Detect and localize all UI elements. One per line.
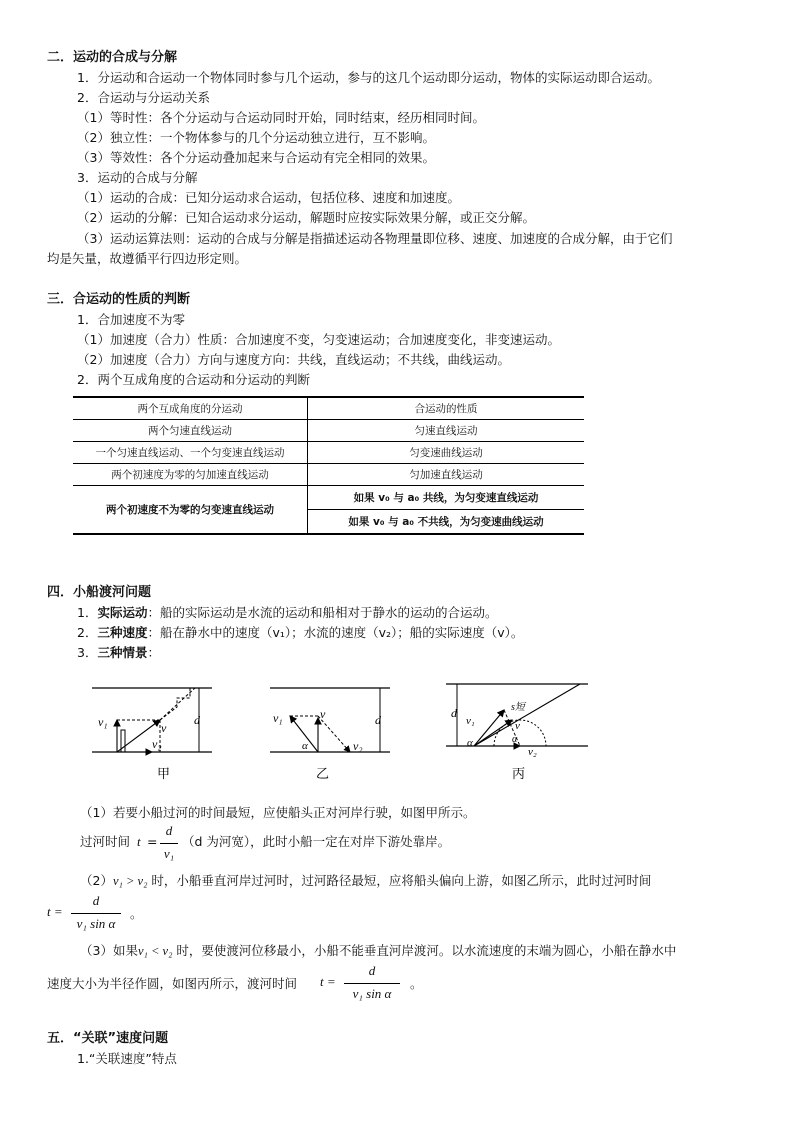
fraction-numerator: d [92,893,100,908]
table-row [73,397,584,420]
fig-bing-s: s短 [511,702,525,713]
figure-bing [446,684,588,781]
s4-line-2 [77,624,523,642]
table-cell: 两个初速度为零的匀加速直线运动 [73,464,308,486]
s4-para-3-math: v₁ > v₂ [112,874,148,888]
table-header-cell: 合运动的性质 [308,397,585,420]
s4-line-2-keyword: 三种速度 [97,625,148,640]
fraction-denominator: v₁ sin α [76,916,116,931]
s4-para-3-num: （2） [80,873,113,888]
s4-para-1: （1）若要小船过河的时间最短，应使船头正对河岸行驶，如图甲所示。 [80,805,476,820]
fig-jia-v1: v₁ [98,715,108,729]
s2-line-3: （1）等时性：各个分运动与合运动同时开始，同时结束，经历相同时间。 [77,110,485,125]
s4-line-1-keyword: 实际运动 [97,605,148,620]
s2-line-10: 均是矢量，故遵循平行四边形定则。 [47,251,248,266]
s4-line-3-text: ： [147,645,160,660]
s4-line-2-text: ：船在静水中的速度（v₁）；水流的速度（v₂）；船的实际速度（v）。 [147,625,524,640]
s4-para-6-t: t = [320,974,336,989]
fig-bing-caption: 丙 [512,766,526,781]
s4-para-6: 速度大小为半径作圆，如图丙所示，渡河时间 [47,976,298,991]
s4-line-3-num: 3． [77,645,98,660]
s2-line-9: （3）运动运算法则：运动的合成与分解是指描述运动各物理量即位移、速度、加速度的合成分解，由于它们 [77,231,673,246]
s4-para-5 [80,942,676,960]
s3-line-2: （1）加速度（合力）性质：合加速度不变，匀变速运动；合加速度变化，非变速运动。 [77,332,560,347]
s4-line-1-text: ：船的实际运动是水流的运动和船相对于静水的运动的合运动。 [147,605,498,620]
fraction-numerator: d [368,963,376,978]
fig-yi-v1: v₁ [273,711,283,725]
fraction-numerator: d [165,823,173,838]
fig-bing-d: d [451,706,457,720]
s2-line-4: （2）独立性：一个物体参与的几个分运动独立进行，互不影响。 [77,130,435,145]
section-5-title: 五．“关联”速度问题 [47,1031,169,1046]
s3-line-3: （2）加速度（合力）方向与速度方向：共线，直线运动；不共线，曲线运动。 [77,352,510,367]
section-4-title: 四．小船渡河问题 [47,585,152,600]
s4-para-2-text: （d 为河宽），此时小船一定在对岸下游处靠岸。 [182,834,451,849]
s4-para-4-end: 。 [130,906,143,921]
s4-para-5-math: v₁ < v₂ [137,944,173,958]
s3-line-4: 2．两个互成角度的合运动和分运动的判断 [77,372,310,387]
table-cell: 匀变速曲线运动 [308,442,585,464]
s4-line-1-num: 1． [77,605,98,620]
section-3-title: 三．合运动的性质的判断 [47,292,191,307]
s4-para-2-label: 过河时间 [80,834,131,849]
fig-bing-alpha-2: α [512,734,518,745]
s2-line-8: （2）运动的分解：已知合运动求分运动，解题时应按实际效果分解，或正交分解。 [77,210,535,225]
s4-para-5-label: （3）如果 [80,943,138,958]
fig-jia-v2: v₂ [152,737,162,751]
figure-jia [92,688,212,781]
fraction-d-over-v1 [160,823,178,867]
fraction-d-over-v1sin-2 [344,963,400,1007]
table-row [73,486,584,510]
table-row [73,442,584,464]
fig-bing-alpha: α [467,737,473,749]
s2-line-1: 1．分运动和合运动一个物体同时参与几个运动，参与的这几个运动即分运动，物体的实际运动即合运动。 [77,70,660,85]
s4-para-5-text: 时，要使渡河位移最小，小船不能垂直河岸渡河。以水流速度的末端为圆心，小船在静水中 [172,943,677,958]
fraction-denominator: v₁ [163,846,175,861]
fig-jia-caption: 甲 [157,766,171,781]
table-cell: 两个匀速直线运动 [73,420,308,442]
fraction-denominator: v₁ sin α [352,986,392,1001]
section-2-title: 二．运动的合成与分解 [47,50,178,65]
s4-line-3 [77,644,160,662]
table-row [73,420,584,442]
s5-line-1: 1.“关联速度”特点 [77,1051,177,1066]
table-cell: 一个匀速直线运动、一个匀变速直线运动 [73,442,308,464]
table-row [73,464,584,486]
table-cell: 匀速直线运动 [308,420,585,442]
fig-yi-alpha: α [302,740,308,752]
fig-yi-d: d [375,713,381,727]
s4-para-2-eq: = [147,834,158,849]
s4-para-3 [80,872,651,890]
table-cell: 两个初速度不为零的匀变速直线运动 [73,486,308,535]
fig-yi-v: v [320,707,326,721]
s4-para-6-end: 。 [410,976,423,991]
table-cell: 如果 v₀ 与 a₀ 共线，为匀变速直线运动 [308,486,585,510]
s4-para-2-t: t [137,834,141,849]
motion-property-table [73,396,584,535]
s2-line-7: （1）运动的合成：已知分运动求合运动，包括位移、速度和加速度。 [77,190,460,205]
fig-bing-v1: v₁ [466,715,475,727]
s3-line-1: 1．合加速度不为零 [77,312,185,327]
fig-jia-v: v [161,721,167,735]
table-cell: 匀加速直线运动 [308,464,585,486]
fig-bing-v2: v₂ [528,746,537,758]
s4-para-4-t: t = [47,904,63,919]
s2-line-2: 2．合运动与分运动关系 [77,90,210,105]
s4-para-3-text: 时，小船垂直河岸过河时，过河路径最短，应将船头偏向上游，如图乙所示，此时过河时间 [147,873,652,888]
s2-line-5: （3）等效性：各个分运动叠加起来与合运动有完全相同的效果。 [77,150,435,165]
table-header-cell: 两个互成角度的分运动 [73,397,308,420]
fraction-d-over-v1sin [71,893,121,937]
table-cell: 如果 v₀ 与 a₀ 不共线，为匀变速曲线运动 [348,516,544,528]
s4-line-1 [77,604,497,622]
fig-yi-v2: v₂ [353,739,363,753]
s2-line-6: 3．运动的合成与分解 [77,170,198,185]
figure-yi [270,688,390,781]
river-crossing-figures [0,670,794,785]
s4-line-2-num: 2． [77,625,98,640]
s4-line-3-keyword: 三种情景 [97,645,148,660]
fig-jia-d: d [194,713,200,727]
fig-yi-caption: 乙 [316,766,330,781]
fig-bing-v: v [515,720,520,732]
